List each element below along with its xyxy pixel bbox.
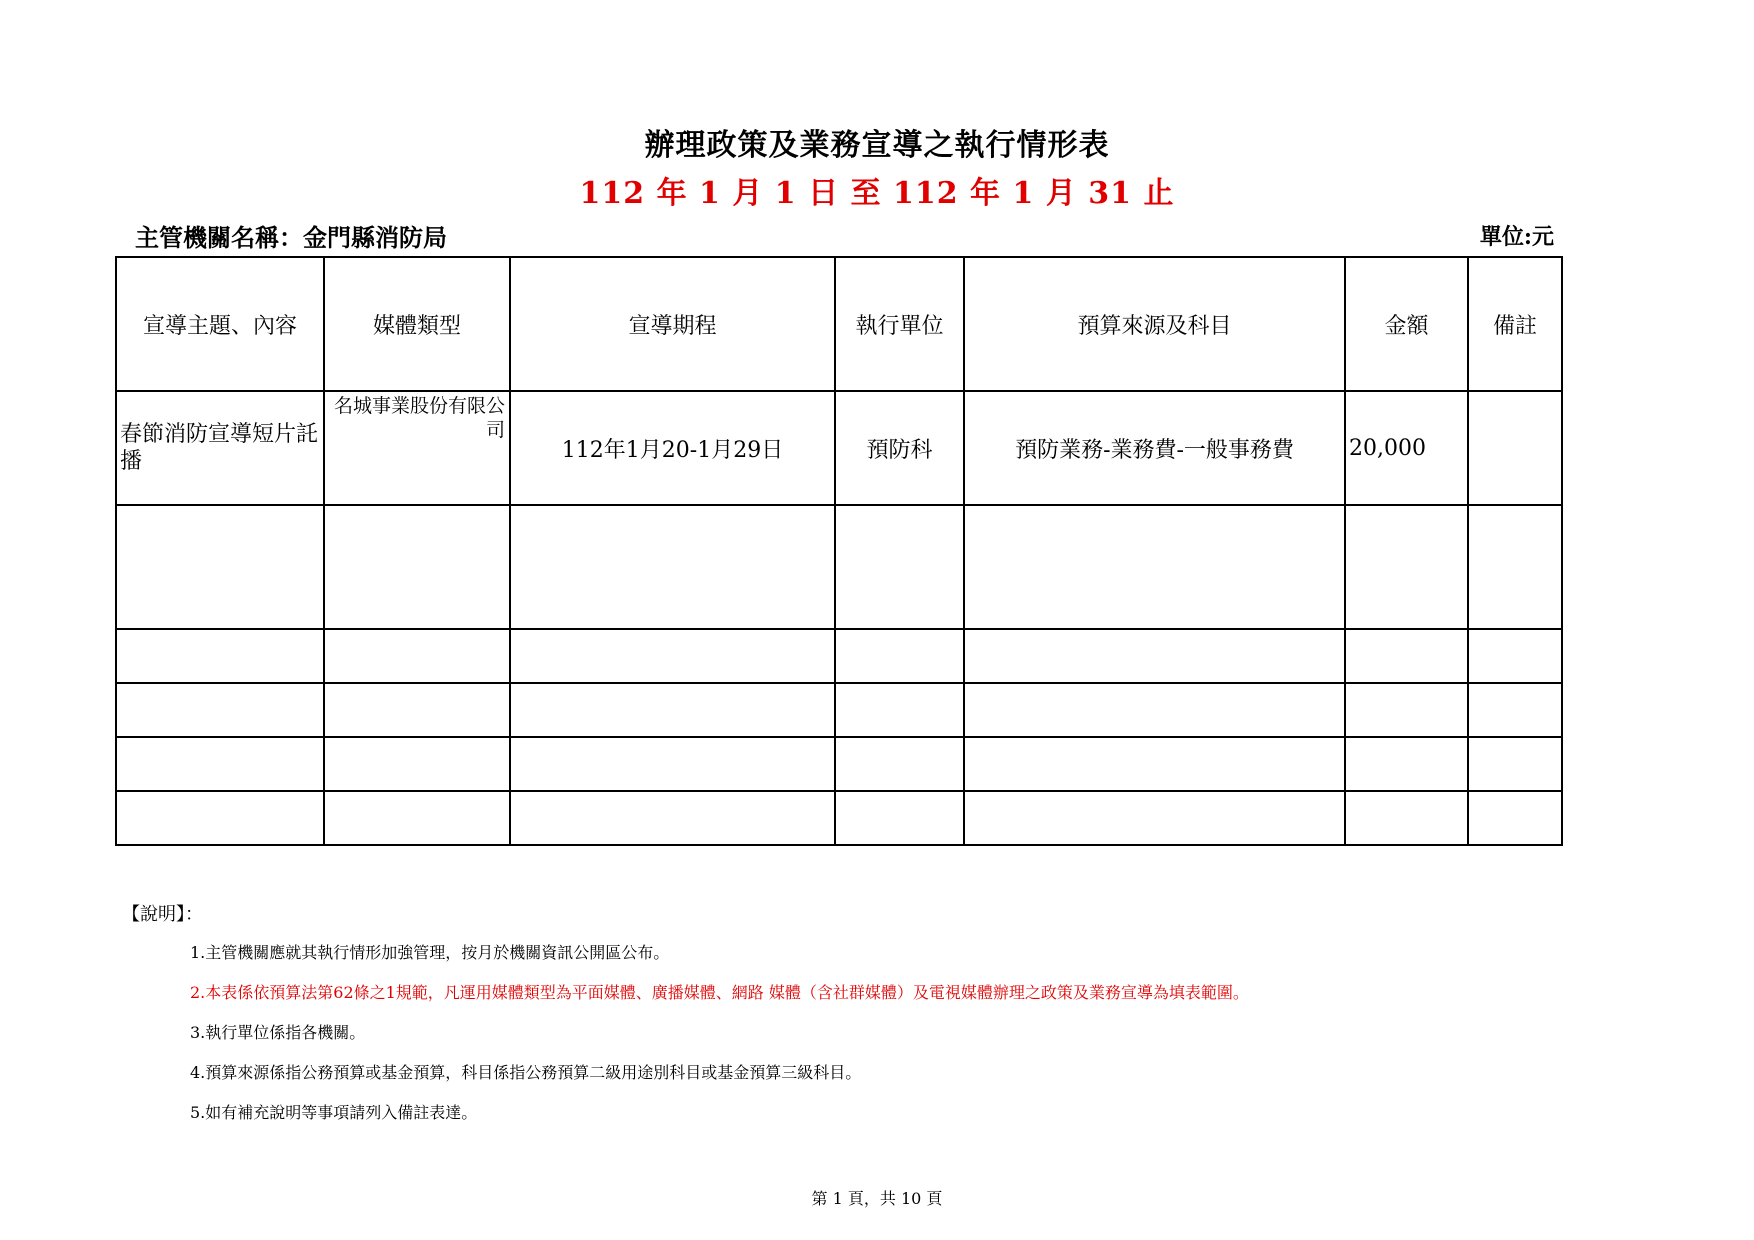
empty-cell	[510, 629, 835, 683]
document-title: 辦理政策及業務宣導之執行情形表	[644, 128, 1110, 163]
header-media-type: 媒體類型	[324, 257, 510, 391]
empty-cell	[1345, 791, 1468, 845]
table-header-row	[116, 257, 1562, 391]
execution-table	[115, 256, 1563, 846]
table-row-empty	[116, 505, 1562, 629]
empty-cell	[964, 737, 1345, 791]
empty-cell	[324, 629, 510, 683]
cell-schedule: 112年1月20-1月29日	[510, 391, 835, 505]
header-amount: 金額	[1345, 257, 1468, 391]
empty-cell	[835, 505, 964, 629]
note-item-1: 1.主管機關應就其執行情形加強管理，按月於機關資訊公開區公布。	[190, 943, 670, 962]
empty-cell	[324, 505, 510, 629]
table-row	[116, 391, 1562, 505]
notes-section	[122, 900, 1249, 1140]
empty-cell	[116, 629, 324, 683]
empty-cell	[510, 791, 835, 845]
note-item-5: 5.如有補充說明等事項請列入備註表達。	[190, 1103, 478, 1122]
empty-cell	[116, 683, 324, 737]
note-item-4: 4.預算來源係指公務預算或基金預算，科目係指公務預算二級用途別科目或基金預算三級科目。	[190, 1063, 862, 1082]
header-topic: 宣導主題、內容	[116, 257, 324, 391]
cell-amount: 20,000	[1345, 391, 1468, 505]
empty-cell	[964, 791, 1345, 845]
empty-cell	[510, 737, 835, 791]
header-remarks: 備註	[1468, 257, 1562, 391]
empty-cell	[1468, 791, 1562, 845]
cell-topic: 春節消防宣導短片託播	[116, 391, 324, 505]
empty-cell	[1468, 737, 1562, 791]
cell-executing-unit: 預防科	[835, 391, 964, 505]
note-item-3: 3.執行單位係指各機關。	[190, 1023, 366, 1042]
agency-name: 主管機關名稱：金門縣消防局	[135, 223, 447, 252]
empty-cell	[116, 791, 324, 845]
cell-budget-source: 預防業務-業務費-一般事務費	[964, 391, 1345, 505]
empty-cell	[324, 791, 510, 845]
cell-remarks	[1468, 391, 1562, 505]
header-schedule: 宣導期程	[510, 257, 835, 391]
empty-cell	[324, 737, 510, 791]
empty-cell	[324, 683, 510, 737]
currency-unit: 單位:元	[1479, 224, 1554, 250]
reporting-period: 112 年 1 月 1 日 至 112 年 1 月 31 止	[579, 176, 1175, 211]
empty-cell	[510, 505, 835, 629]
empty-cell	[1345, 629, 1468, 683]
empty-cell	[510, 683, 835, 737]
empty-cell	[964, 505, 1345, 629]
empty-cell	[1468, 683, 1562, 737]
note-item-2: 2.本表係依預算法第62條之1規範，凡運用媒體類型為平面媒體、廣播媒體、網路 媒體（含社群媒體）及電視媒體辦理之政策及業務宣導為填表範圍。	[190, 983, 1249, 1002]
empty-cell	[835, 629, 964, 683]
notes-heading: 【說明】：	[122, 904, 203, 925]
empty-cell	[964, 683, 1345, 737]
empty-cell	[1345, 683, 1468, 737]
empty-cell	[116, 737, 324, 791]
header-executing-unit: 執行單位	[835, 257, 964, 391]
cell-media-type: 名城事業股份有限公司	[324, 391, 510, 505]
page-number: 第 1 頁，共 10 頁	[811, 1189, 943, 1208]
table-row-empty	[116, 683, 1562, 737]
table-row-empty	[116, 737, 1562, 791]
empty-cell	[835, 683, 964, 737]
table-row-empty	[116, 791, 1562, 845]
empty-cell	[1345, 505, 1468, 629]
header-budget-source: 預算來源及科目	[964, 257, 1345, 391]
empty-cell	[835, 791, 964, 845]
empty-cell	[964, 629, 1345, 683]
empty-cell	[1468, 505, 1562, 629]
empty-cell	[835, 737, 964, 791]
empty-cell	[1345, 737, 1468, 791]
empty-cell	[116, 505, 324, 629]
table-row-empty	[116, 629, 1562, 683]
empty-cell	[1468, 629, 1562, 683]
